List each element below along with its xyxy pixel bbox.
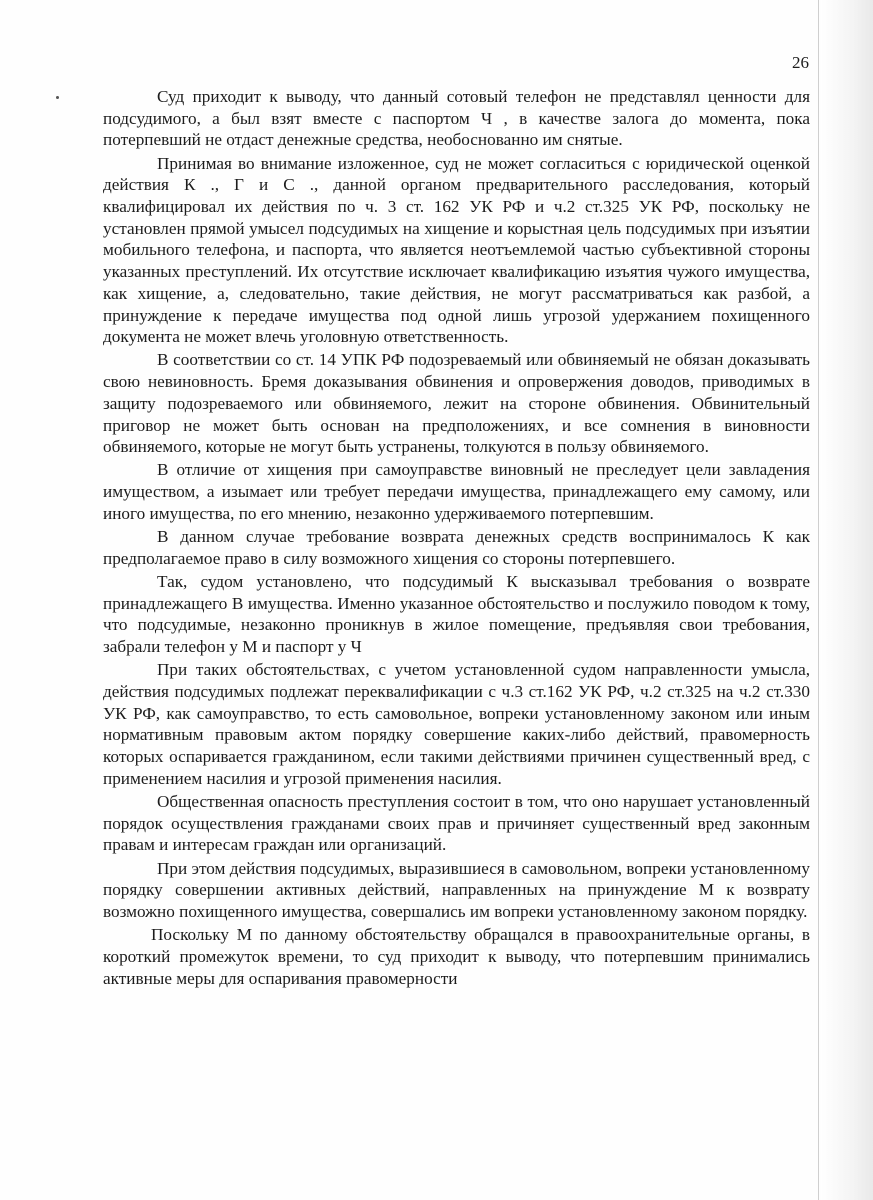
paragraph-9: При этом действия подсудимых, выразившиеся в самовольном, вопреки установленному порядку совершении активных действий, направленных на принуждение М к возврату возможно похищенного имущества, совершались им вопреки установленному законом порядку.: [103, 858, 810, 922]
paragraph-1: Суд приходит к выводу, что данный сотовый телефон не представлял ценности для подсудимого, а был взят вместе с паспортом Ч , в качестве залога до момента, пока потерпевший не отдаст денежные средства, необоснованно им снятые.: [103, 87, 810, 150]
paragraph-10: Поскольку М по данному обстоятельству обращался в правоохранительные органы, в короткий промежуток времени, то суд приходит к выводу, что потерпевшим принимались активные меры для оспаривания правомерности: [103, 925, 810, 988]
paragraph-8: Общественная опасность преступления состоит в том, что оно нарушает установленный порядок осуществления гражданами своих прав и причиняет существенный вред законным правам и интересам граждан или организаций.: [103, 792, 810, 855]
scan-speck: [56, 96, 59, 99]
paragraph-5: В данном случае требование возврата денежных средств воспринималось К как предполагаемое право в силу возможного хищения со стороны потерпевшего.: [103, 527, 810, 568]
page-number: 26: [792, 53, 809, 72]
page-edge-line: [818, 0, 819, 1200]
page-edge-shadow: [821, 0, 873, 1200]
paragraph-3: В соответствии со ст. 14 УПК РФ подозреваемый или обвиняемый не обязан доказывать свою невиновность. Бремя доказывания обвинения и опровержения доводов, приводимых в защиту подозреваемого или обвиняемого, лежит на стороне обвинения. Обвинительный приговор не может быть основан на предположениях, и все сомнения в виновности обвиняемого, которые не могут быть устранены, толкуются в пользу обвиняемого.: [103, 350, 810, 457]
paragraph-2: Принимая во внимание изложенное, суд не может согласиться с юридической оценкой действия К ., Г и С ., данной органом предварительного расследования, который квалифицировал их действия по ч. 3 ст. 162 УК РФ и ч.2 ст.325 УК РФ, поскольку не установлен прямой умысел подсудимых на хищение и корыстная цель подсудимых при изъятии мобильного телефона, и паспорта, что является неотъемлемой частью субъективной стороны указанных преступлений. Их отсутствие исключает квалификацию изъятия чужого имущества, как хищение, а, следовательно, такие действия, не могут рассматриваться как разбой, а принуждение к передаче имущества под одной лишь угрозой удержанием похищенного документа не может влечь уголовную ответственность.: [103, 153, 810, 347]
document-body: [103, 86, 810, 991]
paragraph-7: При таких обстоятельствах, с учетом установленной судом направленности умысла, действия подсудимых подлежат переквалификации с ч.3 ст.162 УК РФ, ч.2 ст.325 на ч.2 ст.330 УК РФ, как самоуправство, то есть самовольное, вопреки установленному законом или иным нормативным правовым актом порядку совершение каких-либо действий, правомерность которых оспаривается гражданином, если такими действиями причинен существенный вред, с применением насилия и угрозой применения насилия.: [103, 660, 810, 788]
paragraph-6: Так, судом установлено, что подсудимый К высказывал требования о возврате принадлежащего В имущества. Именно указанное обстоятельство и послужило поводом к тому, что подсудимые, незаконно проникнув в жилое помещение, предъявляя свои требования, забрали телефон у М и паспорт у Ч: [103, 571, 810, 657]
paragraph-4: В отличие от хищения при самоуправстве виновный не преследует цели завладения имуществом, а изымает или требует передачи имущества, принадлежащего ему самому, или иного имущества, по его мнению, незаконно удерживаемого потерпевшим.: [103, 460, 810, 523]
